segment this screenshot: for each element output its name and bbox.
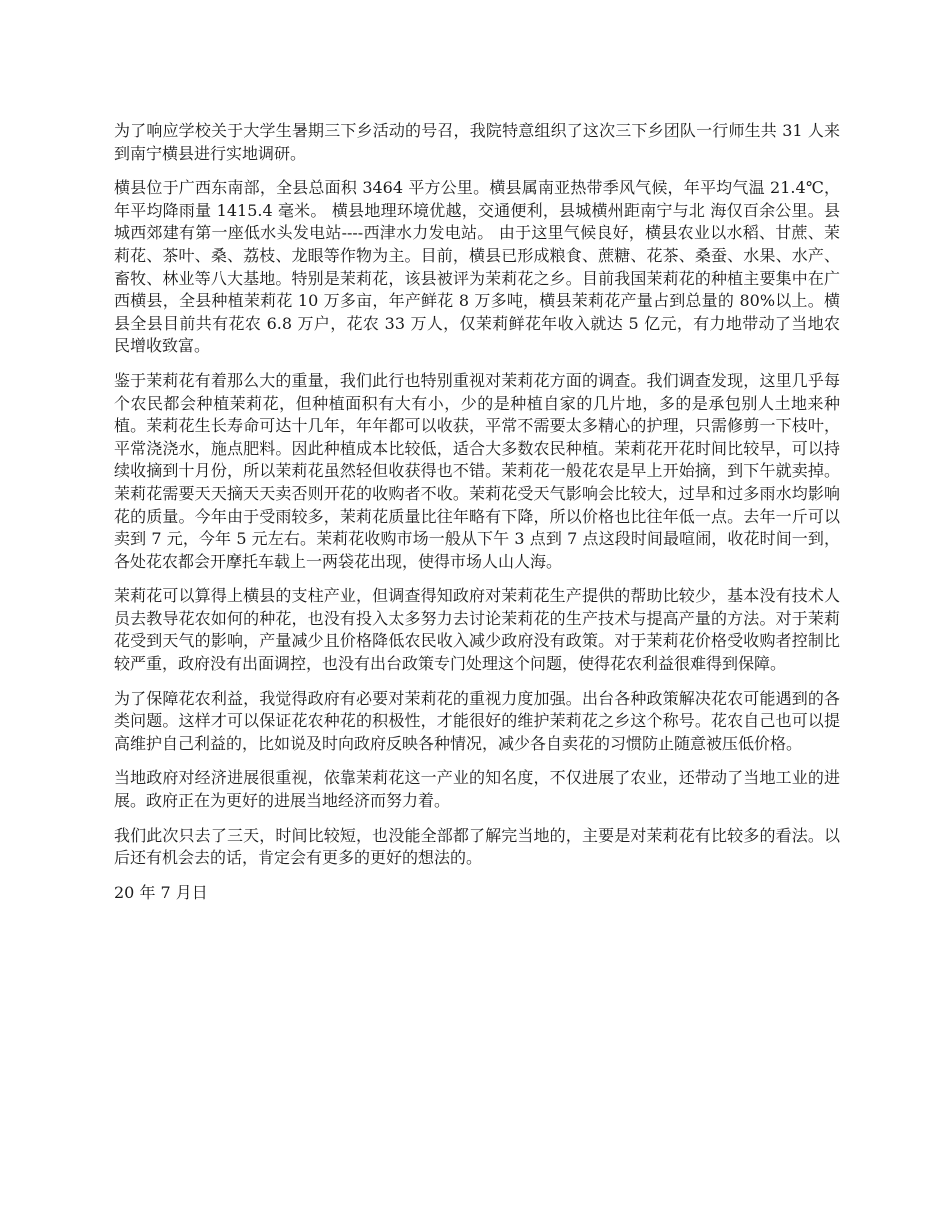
paragraph-local-economy: 当地政府对经济进展很重视，依靠茉莉花这一产业的知名度，不仅进展了农业，还带动了当地工业的进展。政府正在为更好的进展当地经济而努力着。 <box>114 768 840 811</box>
paragraph-jasmine-survey: 鉴于茉莉花有着那么大的重量，我们此行也特别重视对茉莉花方面的调查。我们调查发现，这里几乎每个农民都会种植茉莉花，但种植面积有大有小，少的是种植自家的几片地，多的是承包别人土地来种植。茉莉花生长寿命可达十几年，年年都可以收获，平常不需要太多精心的护理，只需修剪一下枝叶，平常浇浇水，施点肥料。因此种植成本比较低，适合大多数农民种植。茉莉花开花时间比较早，可以持续收摘到十月份，所以茉莉花虽然轻但收获得也不错。茉莉花一般花农是早上开始摘，到下午就卖掉。茉莉花需要天天摘天天卖否则开花的收购者不收。茉莉花受天气影响会比较大，过旱和过多雨水均影响花的质量。今年由于受雨较多，茉莉花质量比往年略有下降，所以价格也比往年低一点。去年一斤可以卖到 7 元，今年 5 元左右。茉莉花收购市场一般从下午 3 点到 7 点这段时间最喧闹，收花时间一到，各处花农都会开摩托车载上一两袋花出现，使得市场人山人海。 <box>114 370 840 571</box>
paragraph-intro: 为了响应学校关于大学生暑期三下乡活动的号召，我院特意组织了这次三下乡团队一行师生共 31 人来到南宁横县进行实地调研。 <box>114 121 840 163</box>
paragraph-government-support: 茉莉花可以算得上横县的支柱产业，但调查得知政府对茉莉花生产提供的帮助比较少，基本没有技术人员去教导花农如何的种花，也没有投入太多努力去讨论茉莉花的生产技术与提高产量的方法。对于茉莉花受到天气的影响，产量减少且价格降低农民收入减少政府没有政策。对于茉莉花价格受收购者控制比较严重，政府没有出面调控，也没有出台政策专门处理这个问题，使得花农利益很难得到保障。 <box>114 586 840 674</box>
document-body <box>114 120 840 904</box>
paragraph-recommendations: 为了保障花农利益，我觉得政府有必要对茉莉花的重视力度加强。出台各种政策解决花农可能遇到的各类问题。这样才可以保证花农种花的积极性，才能很好的维护茉莉花之乡这个称号。花农自己也可以提高维护自己利益的，比如说及时向政府反映各种情况，减少各自卖花的习惯防止随意被压低价格。 <box>114 688 840 753</box>
paragraph-conclusion: 我们此次只去了三天，时间比较短，也没能全部都了解完当地的，主要是对茉莉花有比较多的看法。以后还有机会去的话，肯定会有更多的更好的想法的。 <box>114 825 840 868</box>
paragraph-county-overview: 横县位于广西东南部，全县总面积 3464 平方公里。横县属南亚热带季风气候，年平均气温 21.4℃， 年平均降雨量 1415.4 毫米。 横县地理环境优越，交通便利，县城横州距南宁与北 海仅百余公里。县城西郊建有第一座低水头发电站----西津水力发电站。 由于这里气候良好，横县农业以水稻、甘蔗、茉莉花、茶叶、桑、荔枝、龙眼等作物为主。目前，横县已形成粮食、蔗糖、花茶、桑蚕、水果、水产、畜牧、林业等八大基地。特别是茉莉花，该县被评为茉莉花之乡。目前我国茉莉花的种植主要集中在广西横县，全县种植茉莉花 10 万多亩，年产鲜花 8 万多吨，横县茉莉花产量占到总量的 80%以上。横县全县目前共有花农 6.8 万户，花农 33 万人，仅茉莉鲜花年收入就达 5 亿元，有力地带动了当地农民增收致富。 <box>114 178 840 356</box>
document-date: 20 年 7 月日 <box>114 882 208 902</box>
